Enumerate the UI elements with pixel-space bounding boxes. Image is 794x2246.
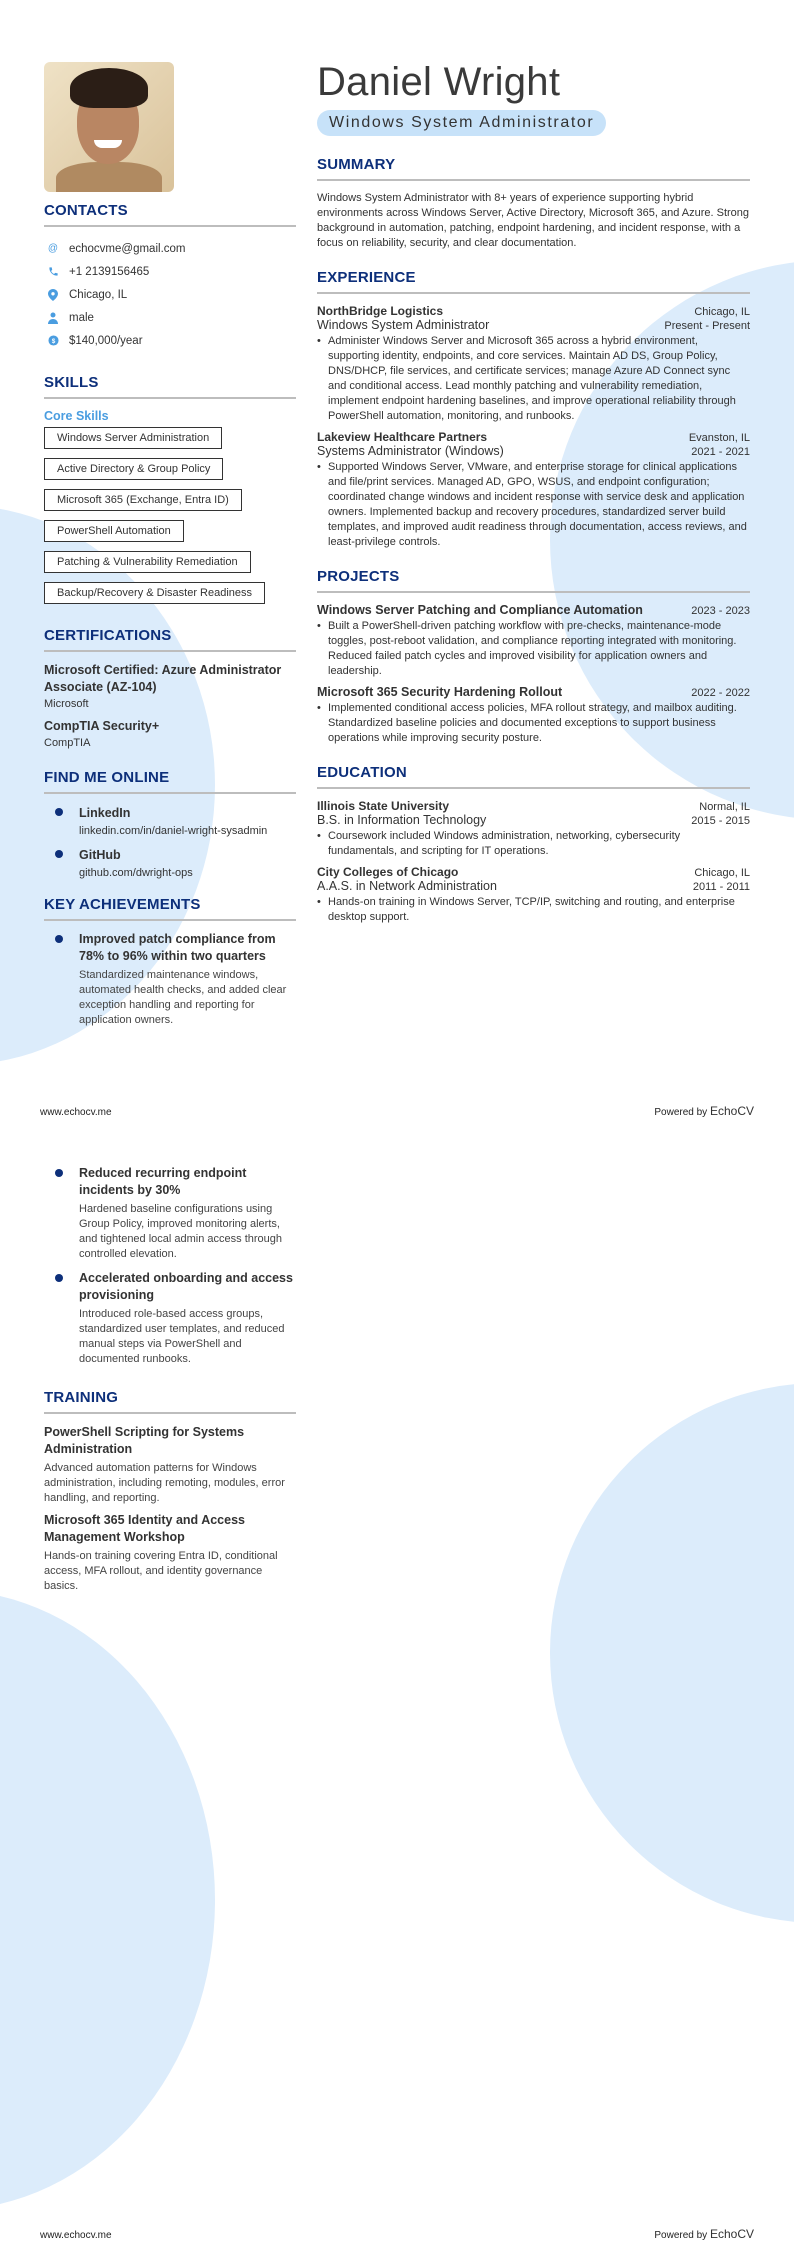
employer-name: NorthBridge Logistics xyxy=(317,304,444,318)
summary-text: Windows System Administrator with 8+ years of experience supporting hybrid environments across Windows Server, Active Directory, Microsoft 365, and Azure. Strong background in automation, patching, endpoint hardening, and incident response, with a focus on reliability, security, and clear documentation. xyxy=(317,192,750,249)
education-entry xyxy=(317,799,750,859)
contact-phone-value: +1 2139156465 xyxy=(69,265,150,278)
contacts-section xyxy=(44,202,296,352)
education-bullet: • Hands-on training in Windows Server, TCP/IP, switching and routing, and enterprise desktop support. xyxy=(317,895,750,925)
education-dates: 2011 - 2011 xyxy=(692,881,750,893)
contact-gender xyxy=(44,306,296,329)
achievement-item xyxy=(44,1270,296,1367)
employer-location: Evanston, IL xyxy=(688,432,750,444)
education-dates: 2015 - 2015 xyxy=(691,815,750,827)
contact-location xyxy=(44,283,296,306)
profile-photo xyxy=(44,62,174,192)
right-column xyxy=(317,60,750,931)
projects-section xyxy=(317,568,750,746)
education-section xyxy=(317,764,750,925)
experience-heading: EXPERIENCE xyxy=(317,269,750,294)
svg-text:$: $ xyxy=(51,337,55,345)
project-entry xyxy=(317,685,750,746)
left-column xyxy=(44,62,296,1036)
bullet-dot-icon xyxy=(55,808,63,816)
skills-group-title: Core Skills xyxy=(44,409,109,423)
footer-powered-by xyxy=(654,2227,754,2241)
bullet-dot-icon xyxy=(55,1169,63,1177)
job-bullet: • Supported Windows Server, VMware, and enterprise storage for clinical applications and file/print services. Managed AD, GPO, WSUS, and endpoint configuration; coordinated change windows and incident response with service desk and application owners. Implemented backup and recovery procedures, standardized server build templates, and improved audit readiness through documentation, access reviews, and least-privilege controls. xyxy=(317,460,750,550)
skill-tag: PowerShell Automation xyxy=(44,520,184,542)
contacts-heading: CONTACTS xyxy=(44,202,296,227)
online-label: GitHub xyxy=(79,848,121,862)
online-item-github[interactable] xyxy=(44,846,296,882)
dollar-icon xyxy=(46,334,60,348)
online-url[interactable]: linkedin.com/in/daniel-wright-sysadmin xyxy=(79,825,268,837)
online-url[interactable]: github.com/dwright-ops xyxy=(79,867,193,879)
contact-salary xyxy=(44,329,296,352)
bullet-dot-icon xyxy=(55,1274,63,1282)
powered-by-label: Powered by xyxy=(654,2230,708,2241)
training-title: PowerShell Scripting for Systems Administration xyxy=(44,1425,245,1456)
resume-page-2 xyxy=(0,1123,794,2246)
achievement-desc: Standardized maintenance windows, automated health checks, and added clear exception handling and reporting for application owners. xyxy=(79,969,287,1026)
education-entry xyxy=(317,865,750,925)
skills-heading: SKILLS xyxy=(44,374,296,399)
experience-entry xyxy=(317,304,750,424)
achievement-desc: Introduced role-based access groups, standardized user templates, and reduced manual steps via PowerShell and documented runbooks. xyxy=(79,1308,285,1365)
contact-location-value: Chicago, IL xyxy=(69,288,128,301)
footer-site-link[interactable]: www.echocv.me xyxy=(40,1107,112,1118)
skill-tag: Windows Server Administration xyxy=(44,427,222,449)
project-name: Microsoft 365 Security Hardening Rollout xyxy=(317,685,563,699)
location-pin-icon xyxy=(46,288,60,302)
school-name: City Colleges of Chicago xyxy=(317,865,459,879)
employer-location: Chicago, IL xyxy=(694,306,750,318)
cert-issuer: Microsoft xyxy=(44,698,89,710)
powered-by-label: Powered by xyxy=(654,1107,708,1118)
cert-issuer: CompTIA xyxy=(44,737,91,749)
degree: B.S. in Information Technology xyxy=(317,813,487,827)
bullet-dot-icon xyxy=(55,850,63,858)
phone-icon xyxy=(46,265,60,279)
achievement-title: Accelerated onboarding and access provisioning xyxy=(79,1271,293,1302)
project-bullet: • Built a PowerShell-driven patching workflow with pre-checks, maintenance-mode toggles, post-reboot validation, and compliance reporting integrated with monitoring. Reduced failed patch cycles and improved visibility for application owners and leadership. xyxy=(317,619,750,679)
footer-site-link[interactable]: www.echocv.me xyxy=(40,2230,112,2241)
page-footer xyxy=(40,2227,754,2241)
at-icon: @ xyxy=(47,243,59,254)
achievement-title: Reduced recurring endpoint incidents by 30% xyxy=(79,1166,247,1197)
project-dates: 2023 - 2023 xyxy=(691,605,750,617)
skill-tag: Active Directory & Group Policy xyxy=(44,458,223,480)
job-role: Windows System Administrator xyxy=(317,318,490,332)
online-item-linkedin[interactable] xyxy=(44,804,296,840)
contact-phone[interactable] xyxy=(44,260,296,283)
employer-name: Lakeview Healthcare Partners xyxy=(317,430,488,444)
left-column-continued xyxy=(44,1165,296,1594)
online-section xyxy=(44,769,296,882)
contact-gender-value: male xyxy=(69,311,94,324)
degree: A.A.S. in Network Administration xyxy=(317,879,497,893)
school-name: Illinois State University xyxy=(317,799,450,813)
job-bullet: • Administer Windows Server and Microsoft 365 across a hybrid environment, supporting identity, endpoints, and core services. Maintain AD DS, Group Policy, DNS/DHCP, file services, and certificate services; manage Azure AD Connect sync and conditional access. Lead monthly patching and vulnerability remediation, implement endpoint hardening baselines, and improve operational reliability through PowerShell automation, monitoring, and runbooks. xyxy=(317,334,750,424)
school-location: Chicago, IL xyxy=(694,867,750,879)
training-title: Microsoft 365 Identity and Access Management Workshop xyxy=(44,1513,245,1544)
cert-name: CompTIA Security+ xyxy=(44,719,160,733)
achievements-heading: KEY ACHIEVEMENTS xyxy=(44,896,296,921)
certifications-heading: CERTIFICATIONS xyxy=(44,627,296,652)
achievement-item xyxy=(44,931,296,1028)
achievement-item xyxy=(44,1165,296,1262)
job-role: Systems Administrator (Windows) xyxy=(317,444,504,458)
person-icon xyxy=(46,311,60,325)
job-title-pill: Windows System Administrator xyxy=(317,110,606,136)
project-entry xyxy=(317,603,750,679)
achievement-desc: Hardened baseline configurations using Group Policy, improved monitoring alerts, and tightened local admin access through controlled elevation. xyxy=(79,1203,283,1260)
summary-section xyxy=(317,156,750,251)
training-section xyxy=(44,1389,296,1594)
cert-name: Microsoft Certified: Azure Administrator Associate (AZ-104) xyxy=(44,663,282,694)
training-desc: Hands-on training covering Entra ID, conditional access, MFA rollout, and identity governance basics. xyxy=(44,1550,278,1592)
contact-salary-value: $140,000/year xyxy=(69,334,143,347)
project-bullet: • Implemented conditional access policies, MFA rollout strategy, and mailbox auditing. Standardized baseline policies and documented exceptions to support business operations while improving security posture. xyxy=(317,701,750,746)
brand-name: EchoCV xyxy=(709,2227,754,2241)
project-dates: 2022 - 2022 xyxy=(691,687,750,699)
job-dates: 2021 - 2021 xyxy=(691,446,750,458)
contact-email-value: echocvme@gmail.com xyxy=(69,242,186,255)
footer-powered-by xyxy=(654,1104,754,1118)
experience-entry xyxy=(317,430,750,550)
projects-heading: PROJECTS xyxy=(317,568,750,593)
education-heading: EDUCATION xyxy=(317,764,750,789)
skill-tag: Patching & Vulnerability Remediation xyxy=(44,551,251,573)
contact-email[interactable] xyxy=(44,237,296,260)
school-location: Normal, IL xyxy=(699,801,750,813)
certifications-section xyxy=(44,627,296,749)
summary-heading: SUMMARY xyxy=(317,156,750,181)
bullet-dot-icon xyxy=(55,935,63,943)
training-heading: TRAINING xyxy=(44,1389,296,1414)
skills-section xyxy=(44,374,296,613)
online-label: LinkedIn xyxy=(79,806,131,820)
experience-section xyxy=(317,269,750,550)
skill-tag: Backup/Recovery & Disaster Readiness xyxy=(44,582,265,604)
brand-name: EchoCV xyxy=(709,1104,754,1118)
education-bullet: • Coursework included Windows administration, networking, cybersecurity fundamentals, and scripting for IT operations. xyxy=(317,829,750,859)
online-heading: FIND ME ONLINE xyxy=(44,769,296,794)
page-footer xyxy=(40,1104,754,1118)
job-dates: Present - Present xyxy=(664,320,750,332)
training-desc: Advanced automation patterns for Windows administration, including remoting, modules, error handling, and reporting. xyxy=(44,1462,285,1504)
achievement-title: Improved patch compliance from 78% to 96% within two quarters xyxy=(79,932,276,963)
candidate-name: Daniel Wright xyxy=(317,60,561,104)
skill-tag: Microsoft 365 (Exchange, Entra ID) xyxy=(44,489,242,511)
achievements-section xyxy=(44,896,296,1028)
project-name: Windows Server Patching and Compliance Automation xyxy=(317,603,643,617)
